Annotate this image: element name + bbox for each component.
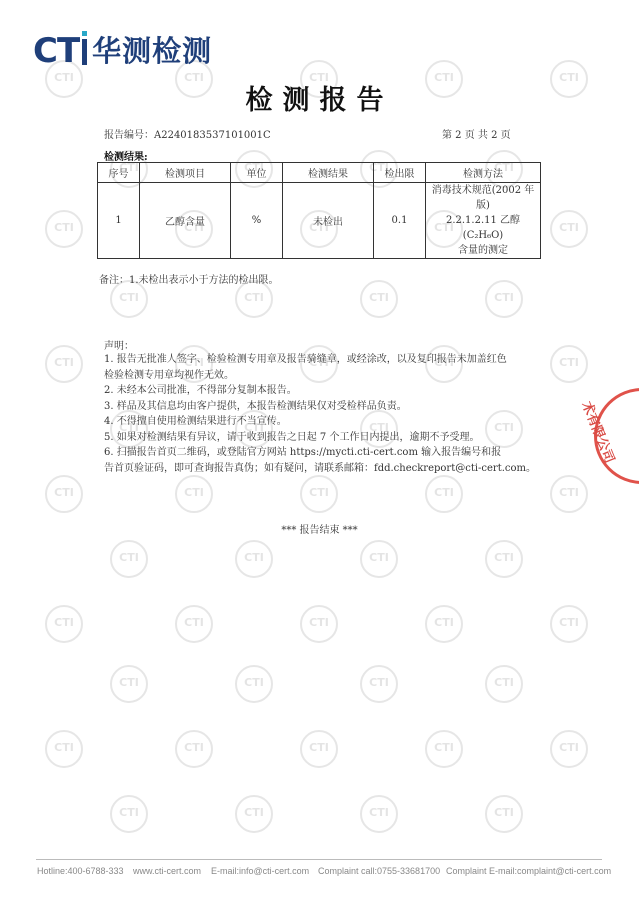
watermark-icon (45, 345, 83, 383)
watermark-icon (360, 540, 398, 578)
remark-note: 备注：1.未检出表示小于方法的检出限。 (99, 275, 279, 286)
watermark-icon (300, 475, 338, 513)
logo-chinese-text: 华测检测 (92, 34, 213, 68)
method-line: 含量的测定 (458, 245, 508, 256)
header-method: 检测方法 (426, 163, 541, 183)
watermark-icon (235, 665, 273, 703)
watermark-icon (300, 730, 338, 768)
logo-i-bar-icon (82, 39, 87, 65)
watermark-icon (550, 210, 588, 248)
results-table (97, 162, 541, 259)
watermark-icon (485, 540, 523, 578)
cell-limit: 0.1 (374, 183, 426, 259)
report-end-marker: *** 报告结束 *** (281, 525, 358, 536)
declaration-line: 检验检测专用章均视作无效。 (104, 369, 234, 381)
declaration-line: 5. 如果对检测结果有异议，请于收到报告之日起 7 个工作日内提出，逾期不予受理。 (104, 431, 480, 443)
watermark-icon (485, 795, 523, 833)
declaration-title: 声明： (104, 341, 134, 352)
watermark-icon (45, 730, 83, 768)
declaration-list (104, 352, 564, 476)
watermark-icon (45, 475, 83, 513)
footer-divider (36, 859, 602, 860)
watermark-icon (45, 210, 83, 248)
watermark-icon (110, 665, 148, 703)
watermark-icon (175, 730, 213, 768)
header-seq: 序号 (98, 163, 140, 183)
watermark-icon (110, 540, 148, 578)
seal-text: 术有限公司 (578, 399, 617, 466)
footer-email: E-mail:info@cti-cert.com (211, 866, 310, 876)
watermark-icon (425, 730, 463, 768)
cell-unit: % (231, 183, 283, 259)
cell-seq: 1 (98, 183, 140, 259)
page-info: 第 2 页 共 2 页 (442, 130, 511, 141)
report-number: 报告编号：A2240183537101001C (104, 130, 271, 141)
watermark-icon (550, 475, 588, 513)
footer-complaint-call: Complaint call:0755-33681700 (318, 866, 441, 876)
watermark-icon (360, 665, 398, 703)
declaration-line: 6. 扫描报告首页二维码，或登陆官方网站 https://mycti.cti-cert.com 输入报告编号和报 (104, 447, 502, 458)
watermark-icon (300, 605, 338, 643)
method-line: 2.2.1.2.11 乙醇(C₂H₆O) (445, 215, 521, 241)
logo-english-text: CT (33, 31, 80, 71)
table-header-row (98, 163, 541, 183)
declaration-line: 告首页验证码，即可查询报告真伪；如有疑问，请联系邮箱：fdd.checkreport@cti-cert.com。 (104, 462, 537, 474)
watermark-icon (485, 280, 523, 318)
declaration-line: 2. 未经本公司批准，不得部分复制本报告。 (104, 385, 297, 396)
cti-logo (33, 31, 213, 71)
header-unit: 单位 (231, 163, 283, 183)
header-result: 检测结果 (283, 163, 374, 183)
watermark-icon (110, 795, 148, 833)
footer-website: www.cti-cert.com (133, 866, 202, 876)
cell-result: 未检出 (283, 183, 374, 259)
watermark-icon (425, 475, 463, 513)
cell-method (426, 183, 541, 259)
footer-complaint-email: Complaint E-mail:complaint@cti-cert.com (446, 866, 612, 876)
footer-hotline: Hotline:400-6788-333 (37, 866, 124, 876)
watermark-icon (485, 665, 523, 703)
watermark-icon (235, 540, 273, 578)
cell-item: 乙醇含量 (140, 183, 231, 259)
report-title: 检测报告 (245, 85, 394, 116)
declaration-line: 1. 报告无批准人签字、检验检测专用章及报告骑缝章，或经涂改，以及复印报告未加盖红色 (104, 354, 507, 365)
method-line: 消毒技术规范(2002 年 (431, 185, 535, 196)
declaration-line: 4. 不得擅自使用检测结果进行不当宣传。 (104, 416, 287, 427)
header-limit: 检出限 (374, 163, 426, 183)
watermark-icon (235, 795, 273, 833)
watermark-icon (175, 605, 213, 643)
watermark-icon (360, 280, 398, 318)
method-line: 版) (476, 200, 490, 211)
results-label: 检测结果: (104, 152, 148, 163)
table-row (98, 183, 541, 259)
header-item: 检测项目 (140, 163, 231, 183)
watermark-icon (550, 730, 588, 768)
watermark-icon (550, 605, 588, 643)
watermark-icon (360, 795, 398, 833)
watermark-icon (175, 475, 213, 513)
watermark-icon (45, 605, 83, 643)
declaration-line: 3. 样品及其信息均由客户提供，本报告检测结果仅对受检样品负责。 (104, 400, 407, 412)
watermark-icon (425, 605, 463, 643)
